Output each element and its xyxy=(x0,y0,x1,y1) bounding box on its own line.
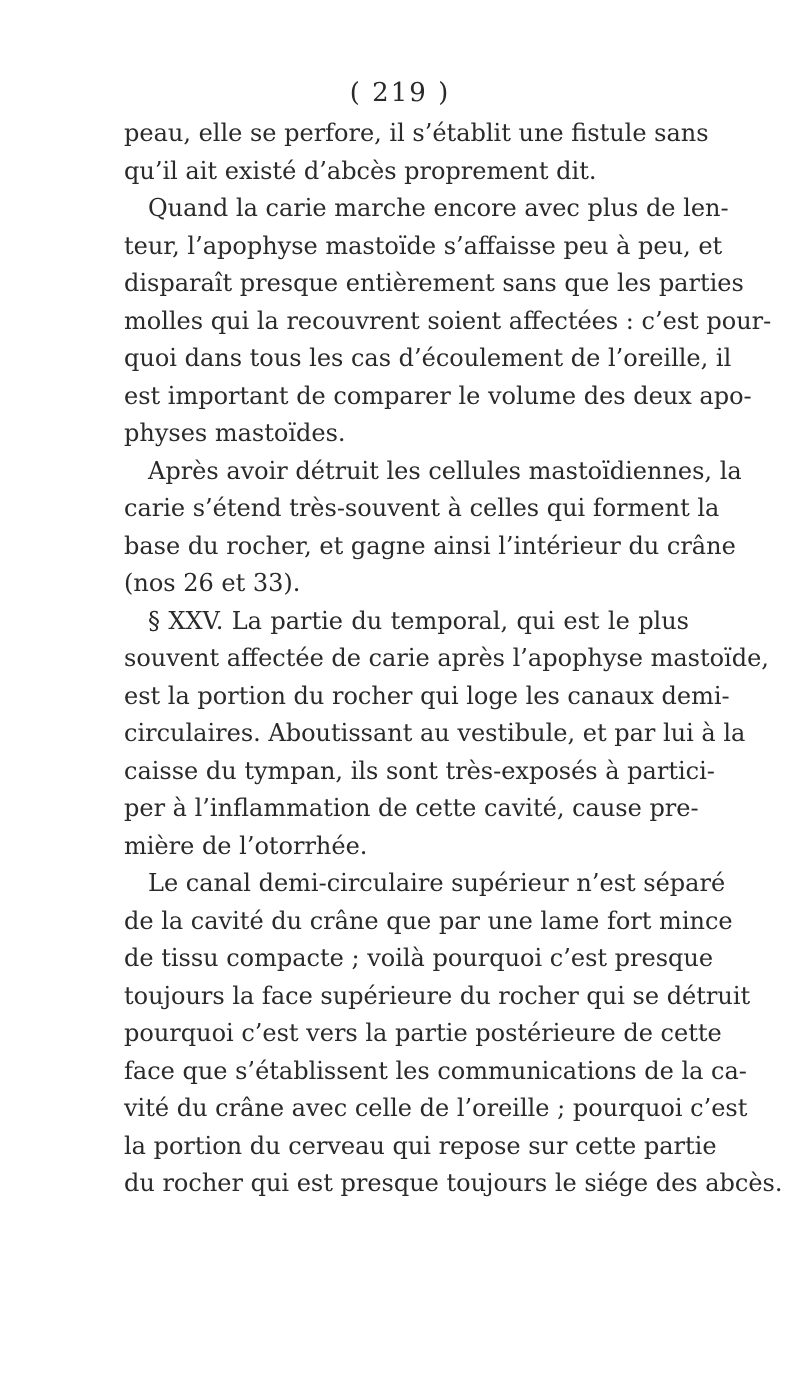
text-line: de tissu compacte ; voilà pourquoi c’est presque xyxy=(124,944,714,972)
text-line: la portion du cerveau qui repose sur cette partie xyxy=(124,1131,717,1160)
text-line: est important de comparer le volume des deux apo- xyxy=(124,381,752,410)
text-line: physes mastoïdes. xyxy=(124,419,346,447)
text-line: molles qui la recouvrent soient affectées : c’est pour- xyxy=(124,306,772,335)
text-line: § XXV. La partie du temporal, qui est le plus xyxy=(148,606,689,635)
text-line: quoi dans tous les cas d’écoulement de l’oreille, il xyxy=(124,344,732,372)
text-line: peau, elle se perfore, il s’établit une fistule sans xyxy=(124,119,709,147)
text-line: caisse du tympan, ils sont très-exposés à partici- xyxy=(124,756,715,785)
text-line: Après avoir détruit les cellules mastoïdiennes, la xyxy=(148,456,742,485)
text-line: mière de l’otorrhée. xyxy=(124,831,368,860)
text-line: toujours la face supérieure du rocher qui se détruit xyxy=(124,981,751,1010)
text-line: disparaît presque entièrement sans que les parties xyxy=(124,269,744,297)
text-line: per à l’inflammation de cette cavité, cause pre- xyxy=(124,794,699,822)
text-line: de la cavité du crâne que par une lame fort mince xyxy=(124,906,733,935)
body-text xyxy=(124,115,783,1203)
text-line: pourquoi c’est vers la partie postérieure de cette xyxy=(124,1019,722,1047)
text-line: du rocher qui est presque toujours le siége des abcès. xyxy=(124,1169,783,1197)
text-line: souvent affectée de carie après l’apophyse mastoïde, xyxy=(124,644,769,672)
text-line: est la portion du rocher qui loge les canaux demi- xyxy=(124,681,730,710)
text-line: (nos 26 et 33). xyxy=(124,569,301,597)
text-line: qu’il ait existé d’abcès proprement dit. xyxy=(124,156,597,185)
text-line: Le canal demi-circulaire supérieur n’est séparé xyxy=(148,869,726,897)
text-line: face que s’établissent les communications de la ca- xyxy=(124,1056,747,1085)
page-number: ( 219 ) xyxy=(349,78,451,108)
text-line: circulaires. Aboutissant au vestibule, et par lui à la xyxy=(124,719,746,747)
text-line: carie s’étend très-souvent à celles qui forment la xyxy=(124,494,720,522)
text-line: base du rocher, et gagne ainsi l’intérieur du crâne xyxy=(124,531,736,560)
text-line: teur, l’apophyse mastoïde s’affaisse peu à peu, et xyxy=(124,231,723,260)
text-line: Quand la carie marche encore avec plus de len- xyxy=(148,194,729,222)
text-line: vité du crâne avec celle de l’oreille ; pourquoi c’est xyxy=(124,1094,748,1122)
